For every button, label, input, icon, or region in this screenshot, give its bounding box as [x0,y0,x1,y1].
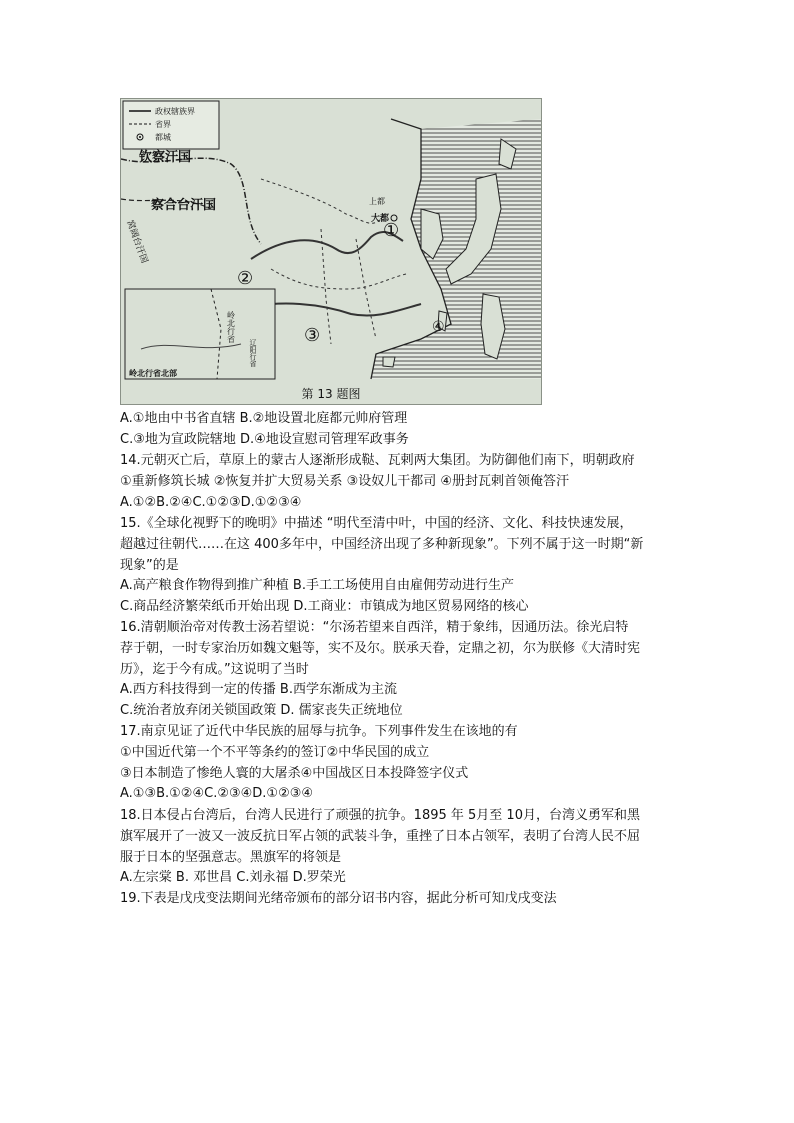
label-qincha-khanate: 钦察汗国 [139,150,192,165]
label-dadu: 大都 [371,214,390,224]
question-14 [120,451,690,513]
q18-stem-line1: 18.日本侵占台湾后，台湾人民进行了顽强的抗争。1895 年 5月至 10月，台湾义勇军和黑 [120,808,640,823]
yellow-river [251,232,403,259]
question-16 [120,618,690,722]
map-marker-2: ② [237,268,254,289]
question-19 [120,889,690,910]
yuan-dynasty-map [121,99,541,404]
q15-stem-line3: 现象”的是 [120,557,179,573]
q14-stem: 14.元朝灭亡后，草原上的蒙古人逐渐形成鞑、瓦剌两大集团。为防御他们南下，明朝政府 [120,453,635,468]
q15-options-ab: A.高产粮食作物得到推广种植 B.手工工场使用自由雇佣劳动进行生产 [120,578,514,594]
map-marker-1: ① [383,220,400,241]
label-upper-capital: 上都 [369,197,385,206]
legend-capital-label: 都城 [155,133,171,142]
label-chagatai-khanate: 察合台汗国 [151,198,217,213]
q15-stem-line2: 超越过往朝代……在这 400多年中，中国经济出现了多种新现象”。下列不属于这一时期“新 [120,536,644,552]
q18-stem-line3: 服于日本的坚强意志。黑旗军的将领是 [120,849,342,865]
q16-stem-line1: 16.清朝顺治帝对传教士汤若望说：“尔汤若望来自西洋，精于象纬，因通历法。徐光启特 [120,620,629,635]
q15-options-cd: C.商品经济繁荣纸币开始出现 D.工商业：市镇成为地区贸易网络的核心 [120,599,529,615]
label-lingbei-section: 岭北行省北部 [129,369,177,378]
question-17 [120,722,690,805]
question-15 [120,514,690,618]
map-marker-3: ③ [304,325,321,346]
q19-stem: 19.下表是戊戌变法期间光绪帝颁布的部分诏书内容，据此分析可知戊戌变法 [120,891,557,906]
label-side-khanate: 窝阔台汗国 [124,218,149,265]
q13-options-ab: A.①地由中书省直辖 B.②地设置北庭都元帅府管理 [120,411,408,426]
q15-stem-line1: 15.《全球化视野下的晚明》中描述 “明代至清中叶，中国的经济、文化、科技快速发展， [120,516,633,531]
q17-options: A.①③B.①②④C.②③④D.①②③④ [120,786,314,802]
q16-stem-line3: 历》，迄于今有成。”这说明了当时 [120,661,309,677]
label-liaoyang: 辽阳行省 [249,339,257,367]
legend-province-label: 省界 [155,120,171,129]
map-figure [120,98,542,405]
sea-hatch [371,119,541,379]
q16-stem-line2: 荐于朝，一时专家治历如魏文魁等，实不及尔。朕承天眷，定鼎之初，尔为朕修《大清时宪 [120,640,641,656]
q14-items: ①重新修筑长城 ②恢复并扩大贸易关系 ③设奴儿干都司 ④册封瓦剌首领俺答汗 [120,473,570,489]
province-border-2 [271,269,406,289]
q17-stem: 17.南京见证了近代中华民族的屈辱与抗争。下列事件发生在该地的有 [120,724,518,739]
question-18 [120,806,690,889]
q17-items-line1: ①中国近代第一个不平等条约的签订②中华民国的成立 [120,744,430,760]
province-border-4 [356,239,376,339]
map-marker-4: ④ [432,319,445,335]
q17-items-line2: ③日本制造了惨绝人寰的大屠杀④中国战区日本投降签字仪式 [120,765,469,781]
q18-options: A.左宗棠 B. 邓世昌 C.刘永福 D.罗荣光 [120,870,346,886]
q16-options-cd: C.统治者放弃闭关锁国政策 D. 儒家丧失正统地位 [120,703,403,719]
q14-options: A.①②B.②④C.①②③D.①②③④ [120,494,302,510]
q13-options-cd: C.③地为宣政院辖地 D.④地设宣慰司管理军政事务 [120,431,409,447]
question-13 [120,409,690,451]
legend-border-label: 政权辖族界 [155,107,195,116]
q18-stem-line2: 旗军展开了一波又一波反抗日军占领的武装斗争，重挫了日本占领军，表明了台湾人民不屈 [120,828,641,844]
hainan-island [383,357,395,367]
label-lingbei: 岭北行省 [226,311,236,343]
province-border-1 [261,179,381,223]
q16-options-ab: A.西方科技得到一定的传播 B.西学东渐成为主流 [120,682,397,698]
map-caption: 第 13 题图 [301,387,361,401]
